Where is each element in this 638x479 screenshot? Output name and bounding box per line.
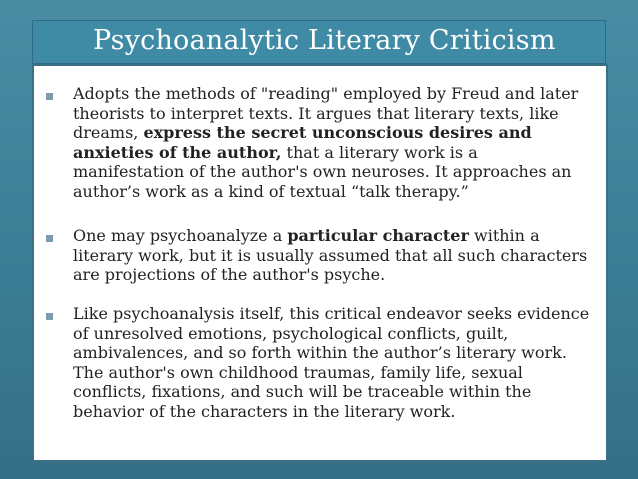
bullet-text-part: One may psychoanalyze a: [73, 226, 288, 245]
square-bullet-icon: [46, 313, 53, 320]
bullet-text: [73, 304, 592, 421]
bullet-item: [46, 226, 592, 285]
bullet-text-part: Adopts the methods of "reading" employed by Freud and later theorists to interpret texts. It argues that literary texts, like dreams,: [73, 84, 579, 142]
bullet-item: [46, 304, 592, 421]
square-bullet-icon: [46, 93, 53, 100]
bullet-item: [46, 84, 592, 201]
bullet-text-bold: express the secret unconscious desires and anxieties of the author,: [73, 123, 532, 162]
bullet-text: [73, 84, 592, 201]
slide-title: Psychoanalytic Literary Criticism: [93, 25, 556, 56]
square-bullet-icon: [46, 235, 53, 242]
title-band: [32, 20, 606, 64]
bullet-text-bold: particular character: [287, 226, 469, 245]
bullet-text-part: that a literary work is a manifestation of the author's own neuroses. It approaches an author’s work as a kind of textual “talk therapy.”: [73, 142, 572, 201]
content-panel: [32, 64, 608, 462]
bullet-text-part: within a literary work, but it is usually assumed that all such characters are projections of the author's psyche.: [73, 226, 588, 284]
bullet-text-part: Like psychoanalysis itself, this critical endeavor seeks evidence of unresolved emotions, psychological conflicts, guilt, ambivalences, and so forth within the author’s literary work. The author's own childhood traumas, family life, sexual conflicts, fixations, and such will be traceable within the behavior of the characters in the literary work.: [73, 304, 590, 421]
bullet-text: [73, 226, 592, 285]
